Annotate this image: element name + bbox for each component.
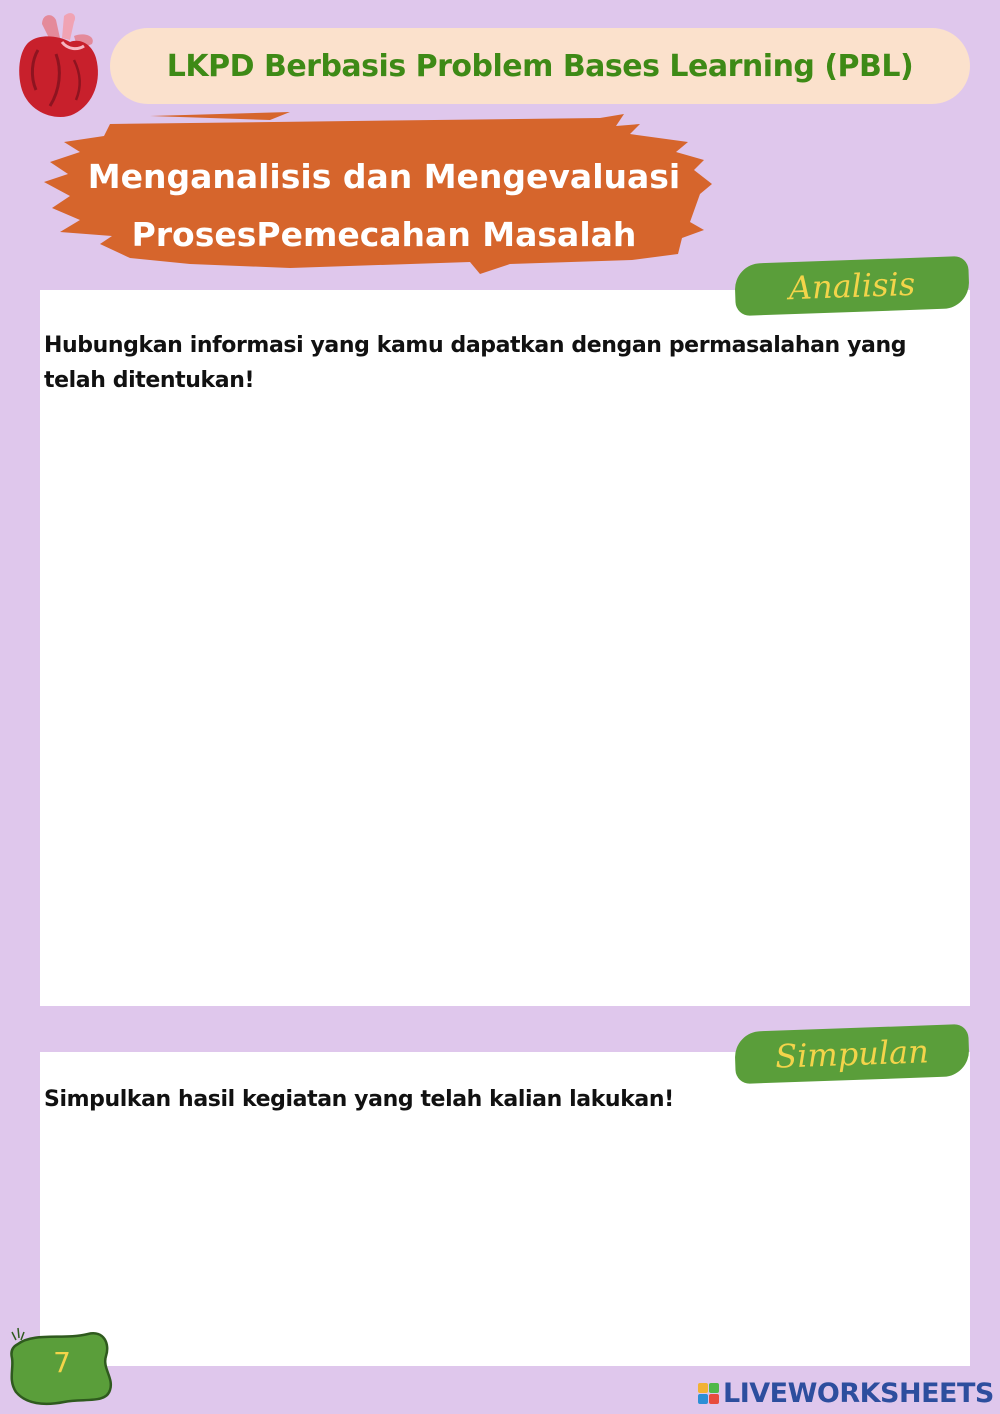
section-title-line-1: Menganalisis dan Mengevaluasi	[87, 157, 681, 196]
header-banner	[110, 28, 970, 104]
analisis-tag-label: Analisis	[788, 264, 916, 308]
liveworksheets-logo-icon	[698, 1383, 719, 1404]
section-title-line-2: ProsesPemecahan Masalah	[131, 215, 637, 254]
section-title	[64, 148, 704, 264]
simpulan-prompt: Simpulkan hasil kegiatan yang telah kalian lakukan!	[44, 1087, 674, 1112]
liveworksheets-logo[interactable]	[698, 1378, 994, 1408]
page-number: 7	[53, 1346, 71, 1379]
analisis-tag	[734, 256, 970, 316]
analisis-prompt: Hubungkan informasi yang kamu dapatkan dengan permasalahan yang telah ditentukan!	[44, 333, 907, 393]
liveworksheets-brand-text: LIVEWORKSHEETS	[723, 1377, 994, 1409]
header-title: LKPD Berbasis Problem Bases Learning (PBL)	[166, 48, 914, 84]
simpulan-tag	[734, 1024, 970, 1084]
heart-illustration-icon	[12, 10, 104, 122]
simpulan-tag-label: Simpulan	[774, 1032, 930, 1076]
